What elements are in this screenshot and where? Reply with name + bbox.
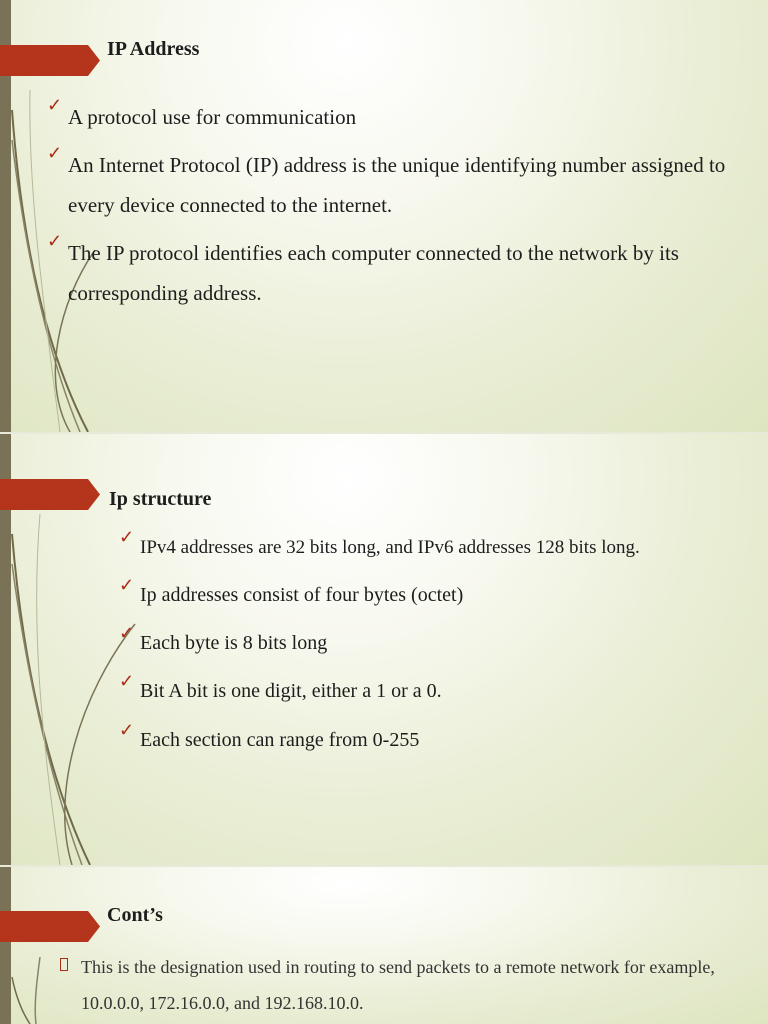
slide-title: Cont’s bbox=[107, 904, 163, 926]
bullet-text: Each section can range from 0-255 bbox=[140, 729, 420, 751]
bullet-item bbox=[81, 949, 721, 1021]
check-mark-icon: ✓ bbox=[47, 231, 63, 251]
check-mark-icon: ✓ bbox=[119, 720, 135, 740]
check-mark-icon: ✓ bbox=[47, 143, 63, 163]
bullet-text: IPv4 addresses are 32 bits long, and IPv6 addresses 128 bits long. bbox=[140, 537, 640, 558]
slide-ip-address bbox=[0, 0, 768, 432]
check-mark-icon: ✓ bbox=[119, 671, 135, 691]
title-banner bbox=[0, 911, 100, 942]
slide-title: Ip structure bbox=[109, 488, 212, 510]
bullet-text: This is the designation used in routing to send packets to a remote network for example, 10.0.0.0, 172.16.0.0, and 192.168.10.0. bbox=[81, 957, 715, 1013]
bullet-text: Ip addresses consist of four bytes (octet) bbox=[140, 584, 464, 606]
bullet-item bbox=[47, 143, 758, 225]
bullet-text: The IP protocol identifies each computer connected to the network by its corresponding address. bbox=[68, 241, 679, 305]
check-mark-icon: ✓ bbox=[119, 623, 135, 643]
bullet-text: Each byte is 8 bits long bbox=[140, 632, 328, 654]
bullet-item bbox=[47, 95, 748, 137]
bullet-item bbox=[119, 667, 760, 715]
title-banner bbox=[0, 45, 100, 76]
slide-conts bbox=[0, 867, 768, 1024]
check-mark-icon: ✓ bbox=[47, 95, 63, 115]
box-bullet-icon bbox=[60, 958, 68, 971]
bullet-item bbox=[119, 523, 760, 572]
bullet-text: A protocol use for communication bbox=[68, 105, 357, 129]
bullet-item bbox=[119, 571, 760, 619]
check-mark-icon: ✓ bbox=[119, 527, 135, 547]
bullet-item bbox=[119, 716, 760, 764]
slide-title: IP Address bbox=[107, 38, 200, 60]
check-mark-icon: ✓ bbox=[119, 575, 135, 595]
bullet-item bbox=[47, 231, 748, 313]
bullet-text: An Internet Protocol (IP) address is the unique identifying number assigned to every device connected to the internet. bbox=[68, 153, 726, 217]
title-banner bbox=[0, 479, 100, 510]
slide-ip-structure bbox=[0, 434, 768, 865]
bullet-item bbox=[119, 619, 760, 667]
bullet-text: Bit A bit is one digit, either a 1 or a 0. bbox=[140, 680, 442, 702]
